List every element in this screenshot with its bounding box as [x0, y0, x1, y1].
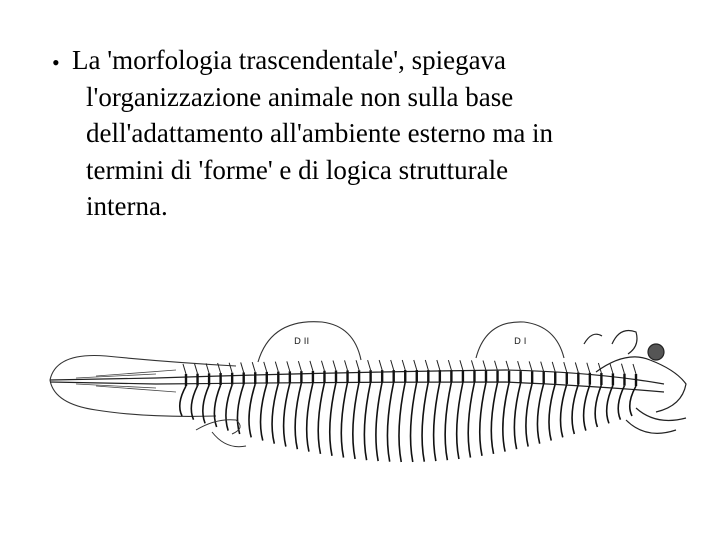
fin-label-d1: D I: [514, 337, 527, 347]
neural-spine: [402, 360, 405, 370]
neural-spine: [298, 361, 301, 371]
neural-spine: [621, 364, 624, 374]
rib: [584, 385, 590, 431]
rib: [468, 382, 474, 457]
neural-spine: [448, 360, 451, 370]
rib: [399, 382, 405, 462]
neural-spine: [379, 360, 382, 370]
neural-spine: [575, 362, 578, 372]
neural-spine: [183, 364, 186, 374]
neural-spine: [414, 360, 417, 370]
neural-spine: [564, 362, 567, 372]
neural-spine: [529, 361, 532, 371]
neural-spine: [195, 364, 198, 374]
neural-spine: [587, 363, 590, 373]
neural-spine: [495, 361, 498, 371]
neural-spine: [541, 362, 544, 372]
neural-spine: [356, 360, 359, 370]
rib: [353, 382, 359, 459]
rib: [434, 382, 440, 461]
neural-spine: [321, 361, 324, 371]
rib: [203, 385, 209, 423]
neural-spine: [252, 362, 255, 372]
neural-spine: [241, 362, 244, 372]
rib: [607, 385, 613, 423]
neural-spine: [287, 361, 290, 371]
rib: [537, 384, 543, 444]
rib: [526, 383, 532, 446]
ribs: [180, 382, 636, 462]
neural-spine: [471, 360, 474, 370]
rib: [411, 382, 417, 462]
bullet-line-5: interna.: [86, 191, 168, 221]
neural-spine: [483, 361, 486, 371]
rib: [630, 386, 636, 416]
neural-spine: [333, 361, 336, 371]
rib: [318, 383, 324, 454]
rib: [480, 383, 486, 456]
rib: [561, 384, 567, 437]
bullet-line-1: La 'morfologia trascendentale', spiegava: [72, 45, 507, 75]
vertebrate-archetype-illustration: [36, 300, 692, 476]
rib: [549, 384, 555, 441]
rib: [295, 383, 301, 449]
neural-spine: [310, 361, 313, 371]
rib: [272, 384, 278, 444]
rib: [422, 382, 428, 462]
fin-outlines: [50, 322, 564, 417]
rib: [261, 384, 267, 441]
rib: [330, 383, 336, 456]
neural-spine: [506, 361, 509, 371]
rib: [445, 382, 451, 460]
neural-spine: [633, 364, 636, 374]
neural-spine: [552, 362, 555, 372]
rib: [307, 383, 313, 452]
neural-spine: [391, 360, 394, 370]
neural-spine: [460, 360, 463, 370]
neural-spine: [610, 363, 613, 373]
neural-spine: [345, 360, 348, 370]
rib: [491, 383, 497, 454]
neural-spine: [229, 363, 232, 373]
fin-label-d2: D II: [294, 337, 310, 347]
rib: [387, 382, 393, 462]
rib: [572, 384, 578, 434]
rib: [514, 383, 520, 449]
rib: [284, 383, 290, 446]
neural-spine: [264, 362, 267, 372]
bullet-line-4: termini di 'forme' e di logica strutturale: [86, 154, 509, 185]
tail-rays: [76, 370, 176, 392]
rib: [364, 382, 370, 460]
neural-spine: [368, 360, 371, 370]
neural-spine: [437, 360, 440, 370]
neural-spine: [275, 362, 278, 372]
rib: [191, 386, 197, 420]
rib: [457, 382, 463, 459]
bullet-line-3: dell'adattamento all'ambiente esterno ma in: [86, 118, 554, 148]
rib: [595, 385, 601, 427]
neural-spine: [518, 361, 521, 371]
neural-spine: [425, 360, 428, 370]
rib: [503, 383, 509, 452]
bullet-icon: •: [52, 50, 60, 75]
rib: [376, 382, 382, 461]
rib: [341, 382, 347, 457]
bullet-text: [72, 42, 672, 225]
rib: [249, 384, 255, 437]
rib: [226, 385, 232, 431]
rib: [180, 386, 186, 416]
bullet-line-2: l'organizzazione animale non sulla base: [86, 81, 514, 112]
rib: [618, 386, 624, 420]
